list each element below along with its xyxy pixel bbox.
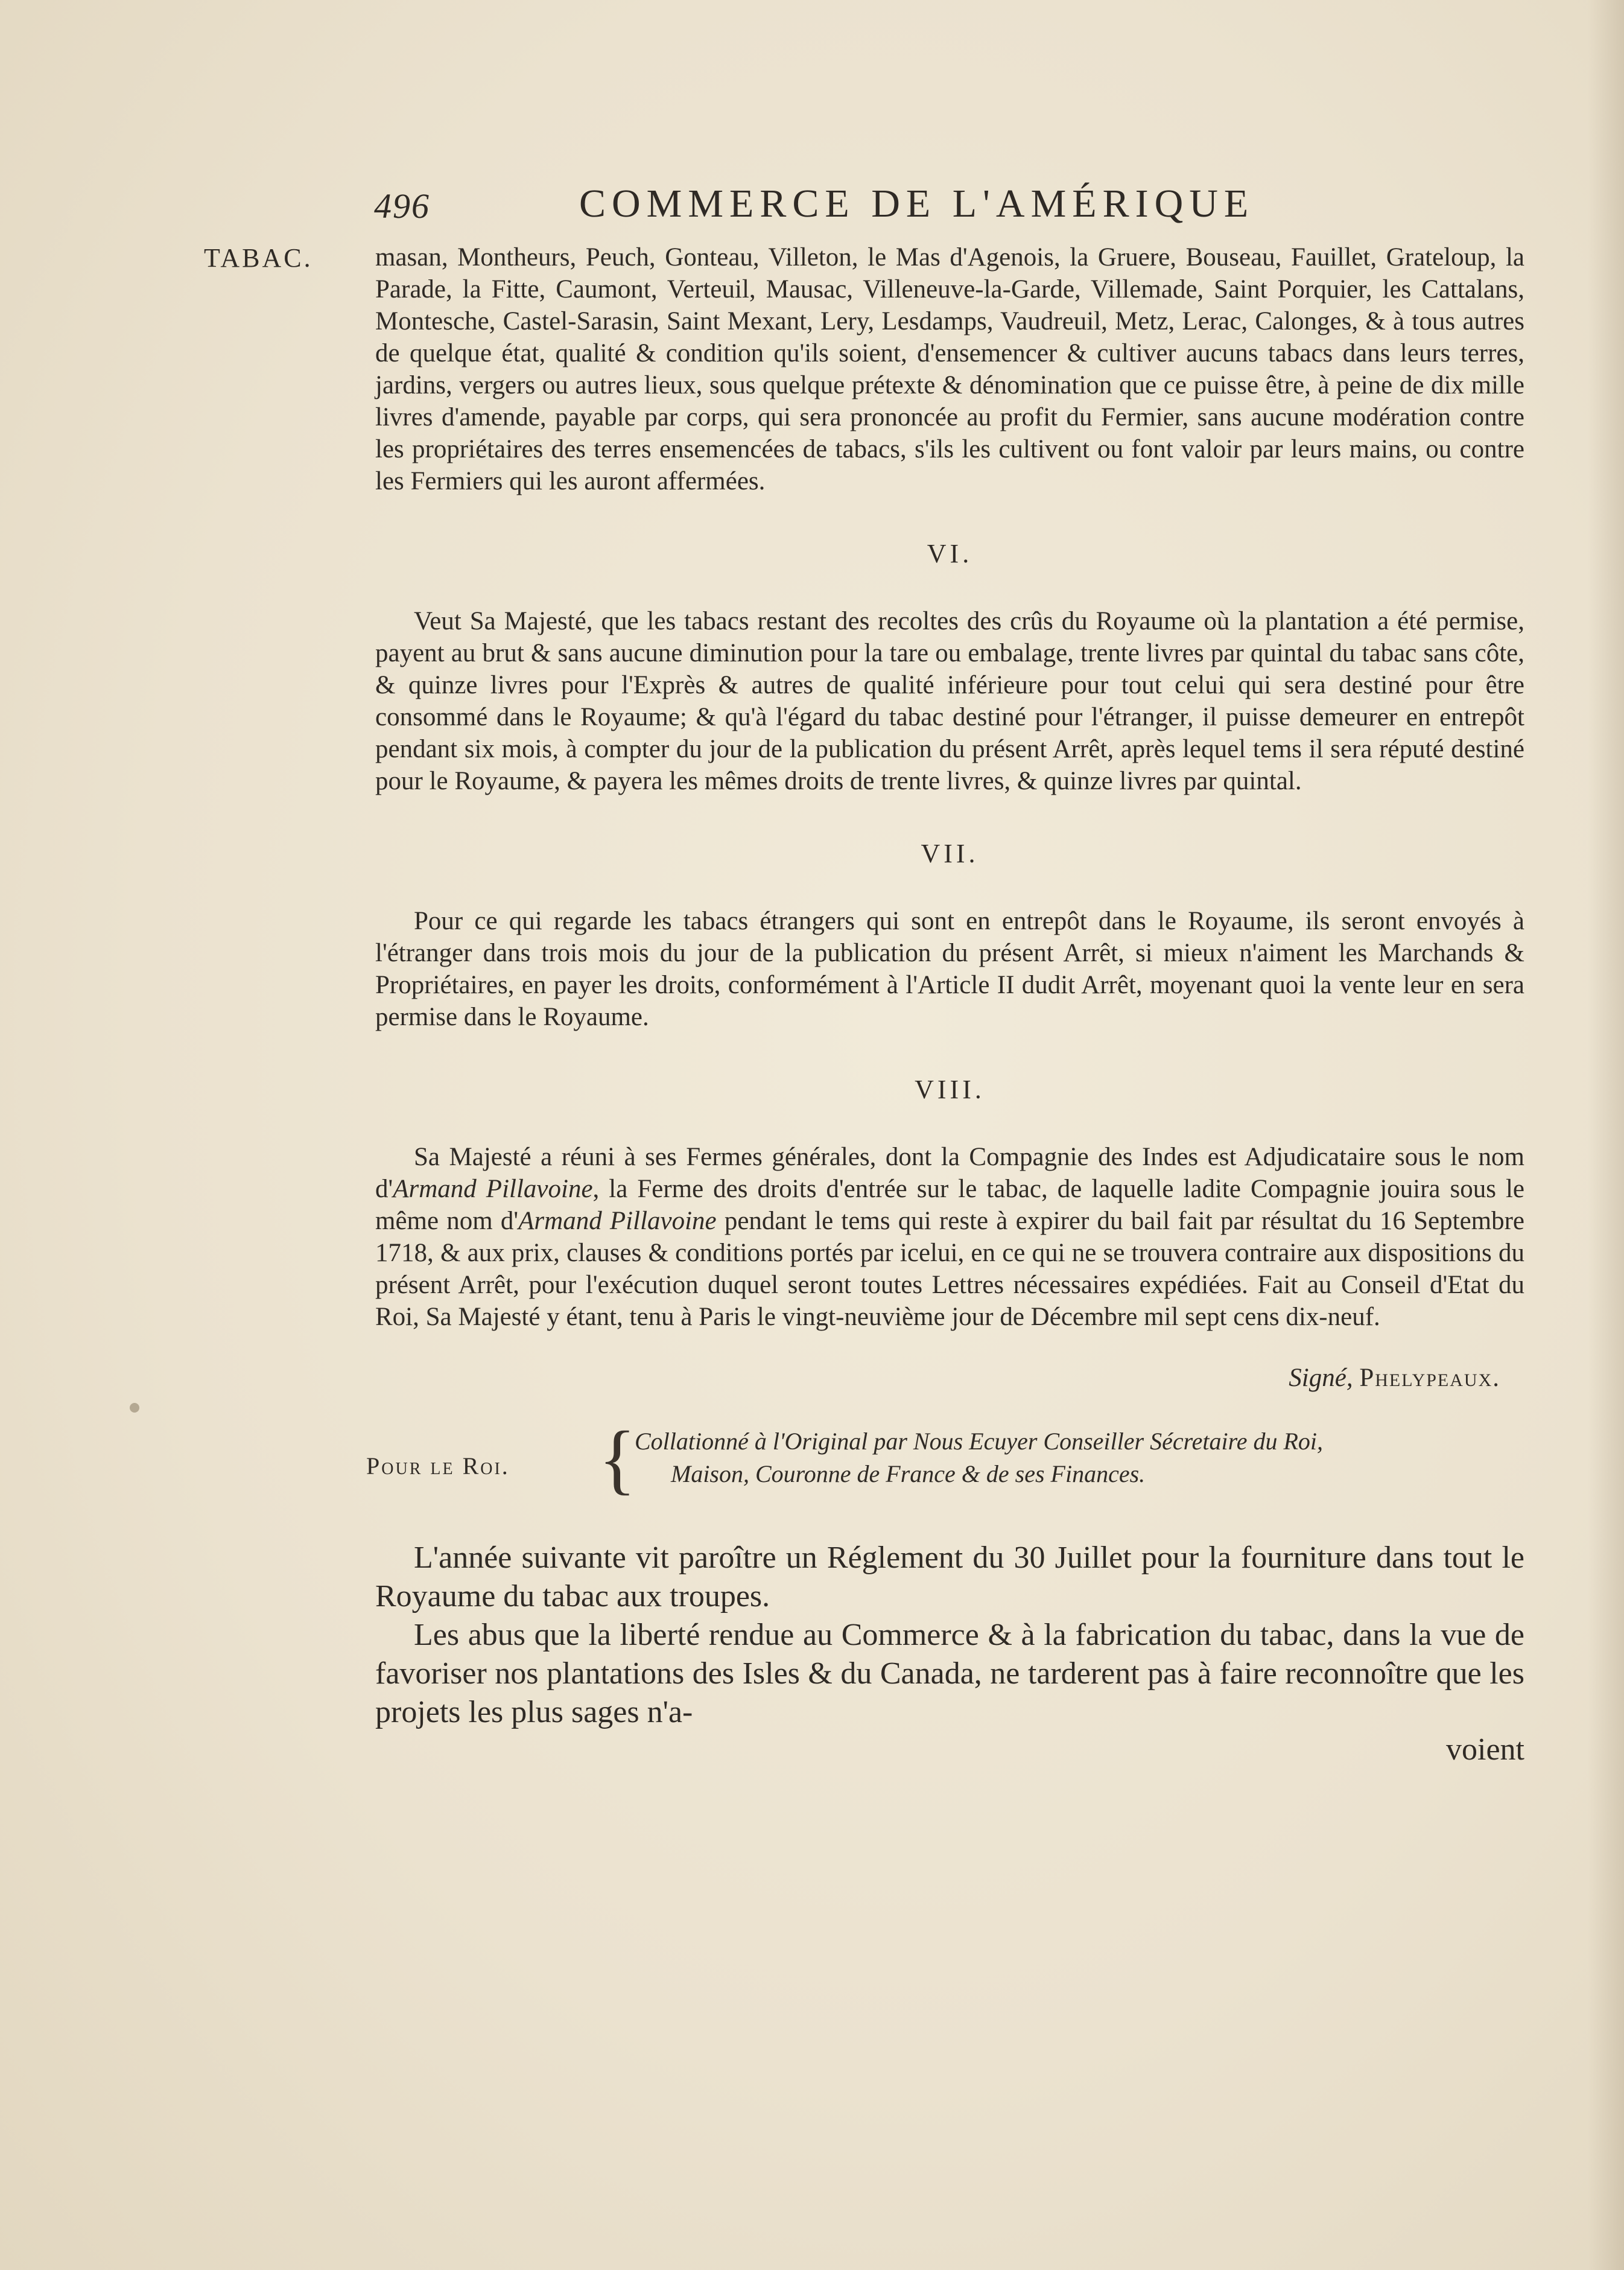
attestation-text <box>635 1425 1527 1490</box>
running-title: COMMERCE DE L'AMÉRIQUE <box>579 182 1255 226</box>
article-vi-text: Veut Sa Majesté, que les tabacs restant des recoltes des crûs du Royaume où la plantation a été permise, payent au brut & sans aucune diminution pour la tare ou embalage, trente livres par quintal du tabac sans côte, & quinze livres pour l'Exprès & autres de qualité inférieure pour tout celui qui sera destiné pour être consommé dans le Royaume; & qu'à l'égard du tabac destiné pour l'étranger, il puisse demeurer en entrepôt pendant six mois, à compter du jour de la publication du présent Arrêt, après lequel tems il sera réputé destiné pour le Royaume, & payera les mêmes droits de trente livres, & quinze livres par quintal. <box>375 607 1524 795</box>
continuation-paragraph: masan, Montheurs, Peuch, Gonteau, Villeton, le Mas d'Agenois, la Gruere, Bouseau, Fauillet, Grateloup, la Parade, la Fitte, Caumont, Verteuil, Mausac, Villeneuve-la-Garde, Villemade, Saint Porquier, les Cattalans, Montesche, Castel-Sarasin, Saint Mexant, Lery, Lesdamps, Vaudreuil, Metz, Lerac, Calonges, & à tous autres de quelque état, qualité & condition qu'ils soient, d'ensemencer & cultiver aucuns tabacs dans leurs terres, jardins, vergers ou autres lieux, sous quelque prétexte & dénomination que ce puisse être, à peine de dix mille livres d'amende, payable par corps, qui sera prononcée au profit du Fermier, sans aucune modération contre les propriétaires des terres ensemencées de tabacs, s'ils les cultivent ou font valoir par leurs mains, ou contre les Fermiers qui les auront affermées. <box>375 243 1524 495</box>
article-viii-part: pendant le tems qui reste à expirer du bail fait par résultat du 16 Septembre 1718, & aux prix, clauses & conditions portés par icelui, en ce qui ne se trouvera contraire aux dispositions du présent Arrêt, pour l'exécution duquel seront toutes Lettres nécessaires expédiées. Fait au Conseil d'Etat du Roi, Sa Majesté y étant, tenu à Paris le vingt-neuvième jour de Décembre mil sept cens dix-neuf. <box>375 1207 1525 1331</box>
signature-line <box>375 1363 1500 1393</box>
article-viii-text <box>375 1141 1524 1333</box>
margin-note: TABAC. <box>204 243 313 273</box>
article-heading-vi: VI. <box>927 539 973 568</box>
page-body <box>366 241 1525 1767</box>
article-heading-vii: VII. <box>921 839 979 868</box>
page-number: 496 <box>374 186 430 226</box>
article-viii-part: , la Ferme des droits d'entrée sur le tabac, de laquelle ladite Compagnie jouira sous le même nom d' <box>375 1175 1524 1235</box>
page-header <box>374 181 1520 235</box>
signature-label: Signé, <box>1289 1364 1353 1392</box>
attestation-line-2: Maison, Couronne de France & de ses Finances. <box>671 1460 1146 1487</box>
article-viii-part: Sa Majesté a réuni à ses Fermes générales, dont la Compagnie des Indes est Adjudicataire sous le nom d' <box>375 1143 1524 1203</box>
attestation-block <box>366 1416 1524 1502</box>
article-vii-text: Pour ce qui regarde les tabacs étrangers qui sont en entrepôt dans le Royaume, ils seront envoyés à l'étranger dans trois mois du jour de la publication du présent Arrêt, si mieux n'aiment les Marchands & Propriétaires, en payer les droits, conformément à l'Article II dudit Arrêt, moyenant quoi la vente leur en sera permise dans le Royaume. <box>375 907 1524 1031</box>
paper-stain <box>130 1403 139 1413</box>
attestation-brace: { <box>598 1416 636 1502</box>
closing-paragraph-2: Les abus que la liberté rendue au Commerce & à la fabrication du tabac, dans la vue de favoriser nos plantations des Isles & du Canada, ne tarderent pas à faire reconnoître que les projets les plus sages n'a- <box>375 1618 1524 1729</box>
attestation-line-1: Collationné à l'Original par Nous Ecuyer Conseiller Sécretaire du Roi, <box>635 1428 1324 1455</box>
signature-name: Phelypeaux. <box>1359 1364 1500 1392</box>
farmer-name: Armand Pillavoine <box>393 1175 593 1203</box>
catchword: voient <box>1446 1732 1524 1767</box>
attestation-label: Pour le Roi. <box>366 1452 510 1480</box>
page-edge-shadow <box>1588 0 1624 2270</box>
farmer-name: Armand Pillavoine <box>518 1207 717 1235</box>
article-heading-viii: VIII. <box>915 1075 985 1104</box>
closing-paragraph-1: L'année suivante vit paroître un Réglement du 30 Juillet pour la fourniture dans tout le Royaume du tabac aux troupes. <box>375 1540 1524 1613</box>
